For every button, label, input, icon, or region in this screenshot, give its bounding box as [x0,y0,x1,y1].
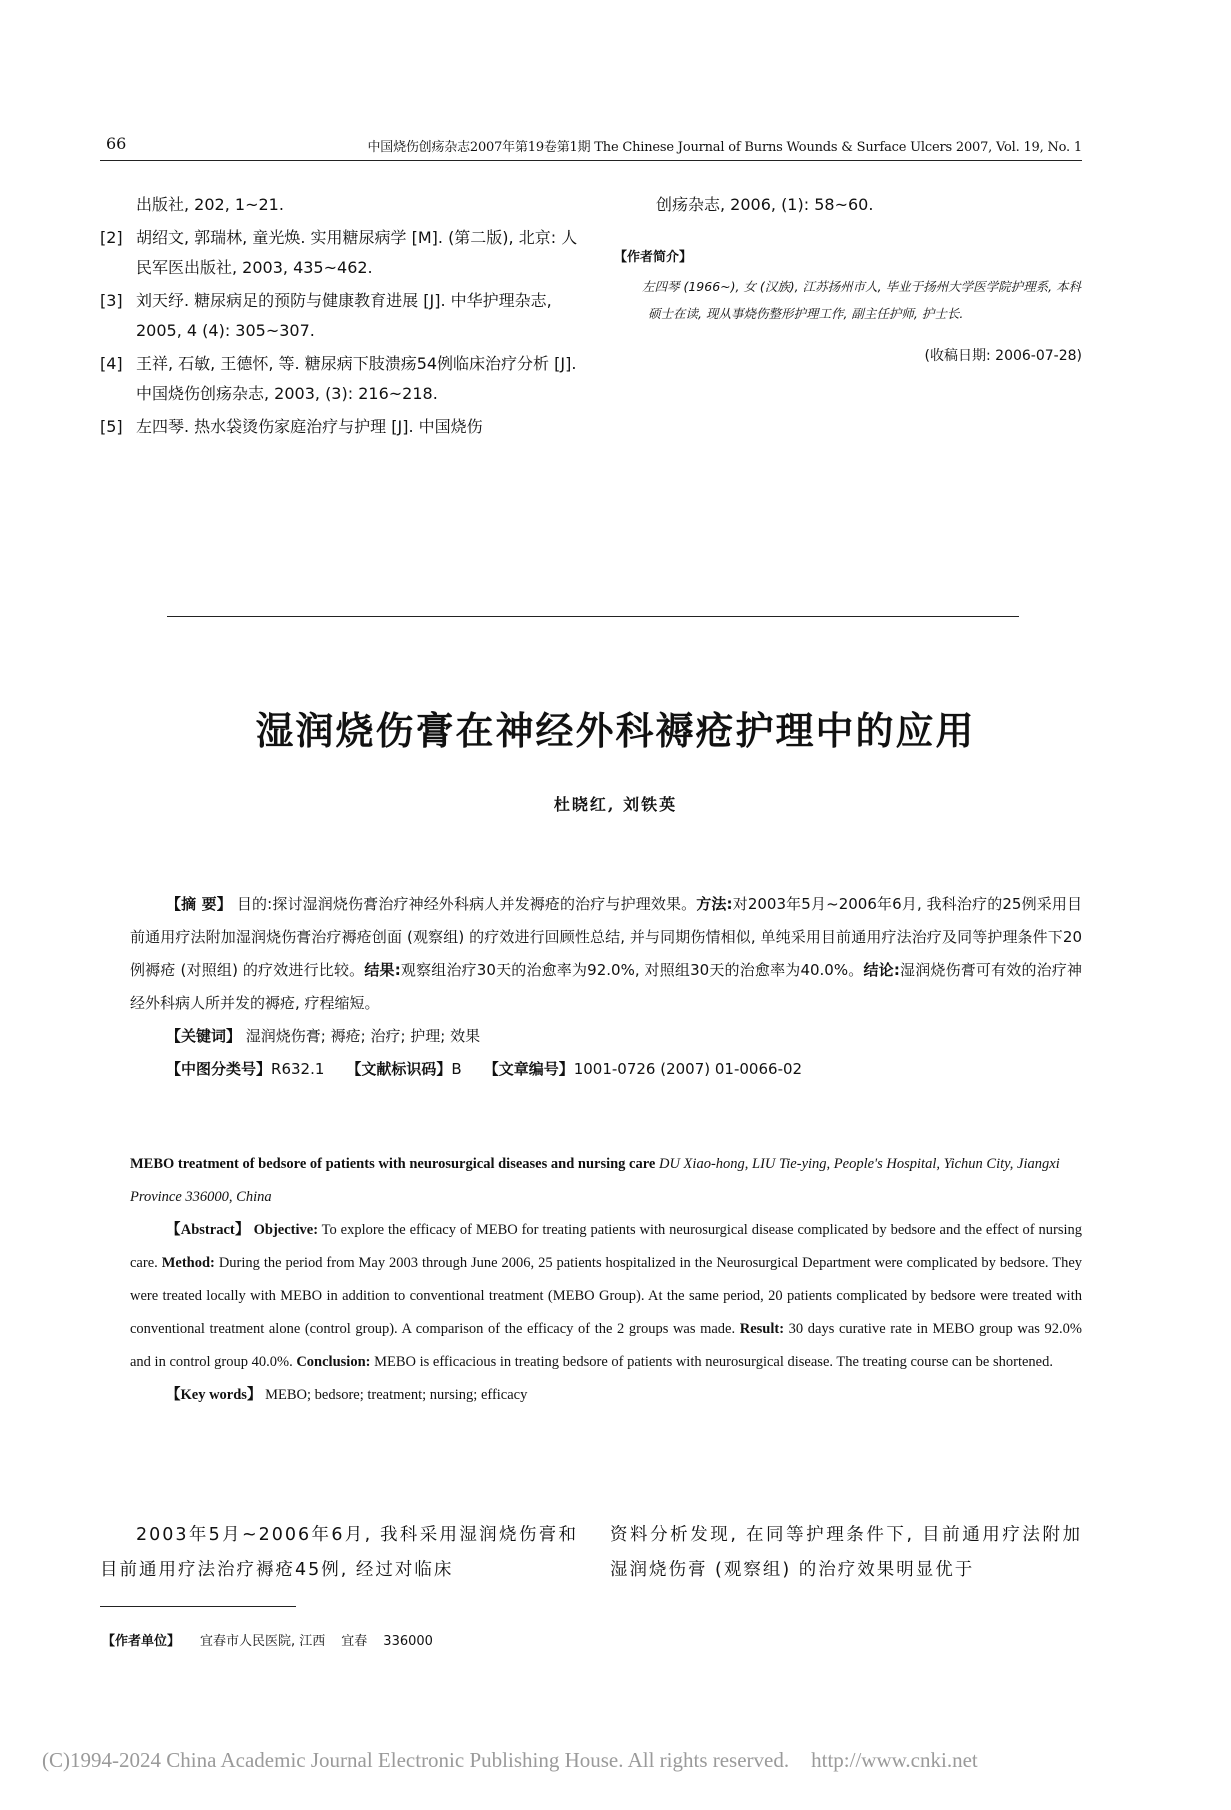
english-conclusion: MEBO is efficacious in treating bedsore of patients with neurosurgical disease. The treating course can be shortened. [374,1354,1053,1370]
english-abstract [130,1214,1082,1379]
article-number: 1001-0726 (2007) 01-0066-02 [573,1060,803,1078]
copyright-text: (C)1994-2024 China Academic Journal Electronic Publishing House. All rights reserved. [42,1748,790,1772]
copyright-footer [42,1748,978,1773]
affiliation-city: 宜春 [341,1634,368,1649]
author-bio-heading: 【作者简介】 [614,250,693,265]
english-result-label: Result: [739,1321,785,1337]
reference-number: [2] [100,228,123,247]
chinese-abstract [130,888,1082,1020]
author-bio-text [620,273,1082,327]
keywords-text: 湿润烧伤膏; 褥疮; 治疗; 护理; 效果 [245,1027,481,1045]
english-objective: To explore the efficacy of MEBO for treating patients with neurosurgical disease complicated by bedsore and the effect of nursing care. [130,1222,1083,1271]
chinese-abstract-block [130,888,1082,1086]
english-keywords-line [130,1379,1082,1412]
running-header [100,134,1082,161]
english-objective-label: Objective: [253,1222,319,1238]
clc-label: 【中图分类号】 [166,1060,272,1078]
reference-item [100,223,590,283]
method-label: 方法: [696,895,733,913]
page-number: 66 [106,134,127,153]
affiliation-postcode: 336000 [383,1634,433,1649]
keywords-label: 【关键词】 [166,1027,242,1045]
article-number-label: 【文章编号】 [483,1060,574,1078]
received-date: (收稿日期: 2006-07-28) [924,348,1082,364]
reference-text: 左四琴. 热水袋烫伤家庭治疗与护理 [J]. 中国烧伤 [136,417,483,436]
affiliation-hospital: 宜春市人民医院, 江西 [200,1634,326,1649]
article-authors: 杜晓红, 刘铁英 [553,795,678,814]
copyright-url: http://www.cnki.net [811,1748,978,1772]
reference-text: 胡绍文, 郭瑞林, 童光焕. 实用糖尿病学 [M]. (第二版), 北京: 人民军医出版社, 2003, 435~462. [136,228,578,277]
body-text-right: 资料分析发现, 在同等护理条件下, 目前通用疗法附加湿润烧伤膏 (观察组) 的治疗效果明显优于 [610,1525,1082,1580]
english-title: MEBO treatment of bedsore of patients with neurosurgical diseases and nursing care [130,1156,656,1172]
english-result: 30 days curative rate in MEBO group was 92.0% and in control group 40.0%. [130,1321,1083,1370]
article-divider [167,616,1019,617]
reference-number: [4] [100,354,123,373]
doc-code-label: 【文献标识码】 [346,1060,452,1078]
references-left-column [100,190,590,442]
english-keywords: MEBO; bedsore; treatment; nursing; efficacy [265,1387,528,1403]
abstract-label: 【摘 要】 [166,895,232,913]
keywords-line [130,1020,1082,1053]
reference-item [100,412,590,442]
footnote-divider [100,1606,296,1607]
author-bio-body: 左四琴 (1966~), 女 (汉族), 江苏扬州市人, 毕业于扬州大学医学院护理系, 本科硕士在读, 现从事烧伤整形护理工作, 副主任护师, 护士长. [642,279,1082,321]
english-authors-affiliation: DU Xiao-hong, LIU Tie-ying, People's Hospital, Yichun City, Jiangxi Province 336000, China [130,1156,1060,1205]
english-method: During the period from May 2003 through June 2006, 25 patients hospitalized in the Neurosurgical Department were complicated by bedsore. They were treated locally with MEBO in addition to conventional treatment (MEBO Group). At the same period, 20 patients complicated by bedsore were treated with conventional treatment alone (control group). A comparison of the efficacy of the 2 groups was made. [130,1255,1083,1337]
references-right-column [614,190,1082,365]
result-text: 观察组治疗30天的治愈率为92.0%, 对照组30天的治愈率为40.0%。 [400,961,864,979]
english-title-line [130,1148,1082,1214]
reference-text: 王祥, 石敏, 王德怀, 等. 糖尿病下肢溃疡54例临床治疗分析 [J]. 中国烧伤创疡杂志, 2003, (3): 216~218. [136,354,577,403]
doc-code: B [451,1060,462,1078]
clc-code: R632.1 [271,1060,325,1078]
english-abstract-block [130,1148,1082,1412]
method-text: 对2003年5月~2006年6月, 我科治疗的25例采用目前通用疗法附加湿润烧伤膏治疗褥疮创面 (观察组) 的疗效进行回顾性总结, 并与同期伤情相似, 单纯采用目前通用疗法治疗及同等护理条件下20例褥疮 (对照组) 的疗效进行比较。 [130,895,1082,979]
conclusion-text: 湿润烧伤膏可有效的治疗神经外科病人所并发的褥疮, 疗程缩短。 [130,961,1083,1012]
reference-item [100,286,590,346]
objective-label: 目的: [236,895,273,913]
reference-number: [5] [100,417,123,436]
reference-number: [3] [100,291,123,310]
classification-line [130,1053,1082,1086]
objective-text: 探讨湿润烧伤膏治疗神经外科病人并发褥疮的治疗与护理效果。 [272,895,697,913]
reference-text: 刘天纾. 糖尿病足的预防与健康教育进展 [J]. 中华护理杂志, 2005, 4 (4): 305~307. [136,291,552,340]
english-conclusion-label: Conclusion: [296,1354,371,1370]
article-title: 湿润烧伤膏在神经外科褥疮护理中的应用 [255,709,976,753]
english-keywords-label: 【Key words】 [166,1387,262,1403]
english-abstract-label: 【Abstract】 [166,1222,250,1238]
conclusion-label: 结论: [863,961,900,979]
author-affiliation [102,1630,433,1649]
reference-continuation: 出版社, 202, 1~21. [136,195,284,214]
affiliation-label: 【作者单位】 [102,1634,181,1649]
body-text-left: 2003年5月~2006年6月, 我科采用湿润烧伤膏和目前通用疗法治疗褥疮45例, 经过对临床 [100,1525,578,1580]
reference-continuation: 创疡杂志, 2006, (1): 58~60. [656,195,874,214]
journal-line: 中国烧伤创疡杂志2007年第19卷第1期 The Chinese Journal of Burns Wounds & Surface Ulcers 2007, Vol. 19, No. 1 [367,140,1082,155]
english-method-label: Method: [161,1255,215,1271]
result-label: 结果: [364,961,401,979]
reference-item [100,349,590,409]
